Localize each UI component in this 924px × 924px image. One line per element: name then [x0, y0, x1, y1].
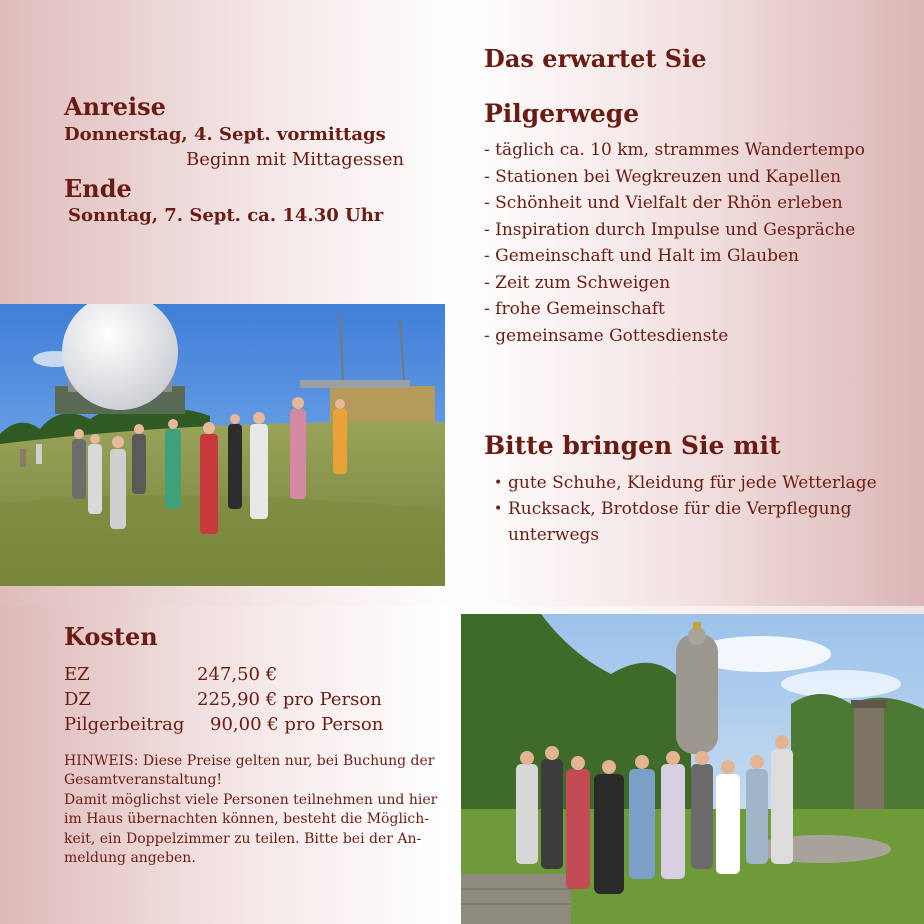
end-heading: Ende: [64, 174, 132, 203]
expect-list: [484, 137, 865, 349]
photo-radar-dome-group: [0, 304, 445, 586]
list-item: [494, 470, 877, 496]
list-item: - gemeinsame Gottesdienste: [484, 325, 729, 346]
list-item: - Inspiration durch Impulse und Gespräche: [484, 219, 856, 240]
end-date: Sonntag, 7. Sept. ca. 14.30 Uhr: [68, 205, 384, 226]
list-item: - täglich ca. 10 km, strammes Wandertempo: [484, 140, 865, 160]
list-item: - Gemeinschaft und Halt im Glauben: [484, 246, 799, 266]
arrival-note: Beginn mit Mittagessen: [186, 149, 405, 170]
list-item: [494, 496, 877, 548]
cost-label: DZ: [64, 689, 91, 710]
booking-note: HINWEIS: Diese Preise gelten nur, bei Buchung der Gesamtveranstaltung! Damit möglichst viele Personen teilnehmen und hier im Haus übernachten können, besteht die Möglich-keit, ein Doppelzimmer zu teilen. Bitte bei der An-meldung angeben.: [64, 753, 438, 867]
cost-price: 90,00 € pro Person: [210, 714, 384, 735]
list-item: - Stationen bei Wegkreuzen und Kapellen: [484, 166, 842, 187]
list-item: - frohe Gemeinschaft: [484, 299, 665, 319]
bring-heading: Bitte bringen Sie mit: [484, 431, 781, 460]
costs-heading: Kosten: [64, 622, 158, 651]
cost-label: EZ: [64, 664, 90, 685]
bring-list: [494, 470, 877, 548]
cost-label: Pilgerbeitrag: [64, 714, 185, 735]
list-item: - Schönheit und Vielfalt der Rhön erleben: [484, 193, 843, 213]
bring-item: Rucksack, Brotdose für die Verpflegung unterwegs: [508, 499, 852, 545]
bring-item: gute Schuhe, Kleidung für jede Wetterlage: [508, 473, 877, 493]
bullet-icon: •: [494, 475, 503, 491]
list-item: - Zeit zum Schweigen: [484, 272, 671, 293]
arrival-heading: Anreise: [64, 92, 166, 121]
pilgrim-ways-heading: Pilgerwege: [484, 99, 640, 128]
photo-group-statue: [461, 614, 924, 924]
cost-price: 247,50 €: [197, 664, 278, 685]
bullet-icon: •: [494, 501, 503, 517]
expect-heading: Das erwartet Sie: [484, 44, 707, 73]
arrival-date: Donnerstag, 4. Sept. vormittags: [64, 124, 386, 145]
cost-price: 225,90 € pro Person: [197, 689, 382, 710]
